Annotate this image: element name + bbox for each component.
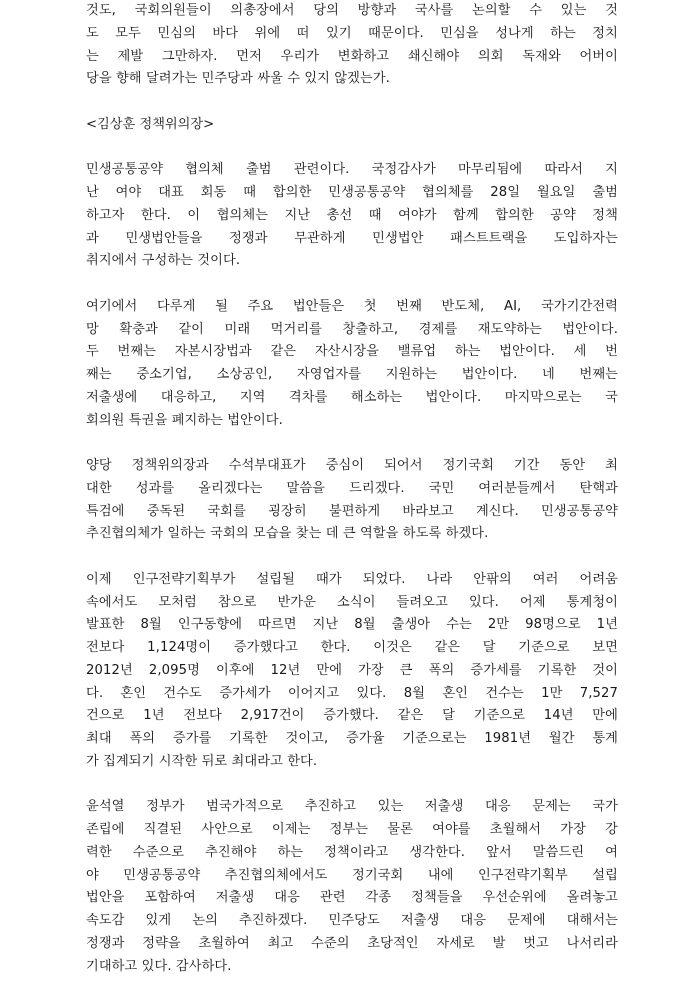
text-line: 는 제발 그만하자. 먼저 우리가 변화하고 쇄신해야 의회 독재와 어버이 (86, 48, 618, 64)
text-line: 대한 성과를 올리겠다는 말씀을 드리겠다. 국민 여러분들께서 탄핵과 (86, 480, 618, 496)
intro-paragraph (86, 0, 618, 91)
text-line: 회의원 특권을 폐지하는 법안이다. (86, 412, 283, 428)
text-line: 다. 혼인 건수도 증가세가 이어지고 있다. 8월 혼인 건수는 1만 7,527 (86, 685, 618, 701)
document-page (86, 0, 618, 1001)
text-line: 윤석열 정부가 범국가적으로 추진하고 있는 저출생 대응 문제는 국가 (86, 799, 618, 815)
text-line: 난 여야 대표 회동 때 합의한 민생공통공약 협의체를 28일 월요일 출범 (86, 185, 618, 200)
text-line: 민생공통공약 협의체 출범 관련이다. 국정감사가 마무리됨에 따라서 지 (86, 162, 618, 178)
text-line: 이제 인구전략기획부가 설립될 때가 되었다. 나라 안팎의 여러 어려움 (86, 571, 618, 587)
paragraph-3 (86, 455, 618, 546)
text-line: 속에서도 모처럼 참으로 반가운 소식이 들려오고 있다. 어제 통계청이 (86, 594, 618, 610)
paragraph-5 (86, 796, 618, 978)
speaker-heading: <김상훈 정책위의장> (86, 116, 215, 132)
text-line: 력한 수준으로 추진해야 하는 정책이라고 생각한다. 앞서 말씀드린 여 (86, 844, 618, 860)
text-line: 속도감 있게 논의 추진하겠다. 민주당도 저출생 대응 문제에 대해서는 (86, 913, 618, 928)
text-line: 전보다 1,124명이 증가했다고 한다. 이것은 같은 달 기준으로 보면 (86, 640, 618, 655)
text-line: 저출생에 대응하고, 지역 격차를 해소하는 법안이다. 마지막으로는 국 (86, 389, 618, 405)
text-line: 취지에서 구성하는 것이다. (86, 253, 241, 269)
paragraph-1 (86, 159, 618, 273)
text-line: 기대하고 있다. 감사하다. (86, 958, 232, 974)
text-line: 특검에 중독된 국회를 굉장히 불편하게 바라보고 계신다. 민생공통공약 (86, 503, 618, 519)
text-line: 것도, 국회의원들이 의총장에서 당의 방향과 국사를 논의할 수 있는 것 (86, 3, 618, 18)
text-line: 가 집계되기 시작한 뒤로 최대라고 한다. (86, 753, 318, 769)
text-line: 최대 폭의 증가를 기록한 것이고, 증가율 기준으로는 1981년 월간 통계 (86, 731, 618, 746)
paragraph-2 (86, 296, 618, 433)
text-line: 당을 향해 달려가는 민주당과 싸울 수 있지 않겠는가. (86, 71, 390, 87)
text-line: 추진협의체가 일하는 국회의 모습을 찾는 데 큰 역할을 하도록 하겠다. (86, 526, 489, 542)
text-line: 건으로 1년 전보다 2,917건이 증가했다. 같은 달 기준으로 14년 만에 (86, 708, 618, 724)
text-line: 발표한 8월 인구동향에 따르면 지난 8월 출생아 수는 2만 98명으로 1년 (86, 617, 618, 633)
paragraph-4 (86, 569, 618, 774)
text-line: 도 모두 민심의 바다 위에 떠 있기 때문이다. 민심을 성나게 하는 정치 (86, 25, 618, 41)
text-line: 두 번째는 자본시장법과 같은 자산시장을 밸류업 하는 법안이다. 세 번 (86, 344, 618, 360)
text-line: 망 확충과 같이 미래 먹거리를 창출하고, 경제를 재도약하는 법안이다. (86, 321, 618, 337)
text-line: 하고자 한다. 이 협의체는 지난 총선 때 여야가 함께 합의한 공약 정책 (86, 207, 618, 223)
text-line: 야 민생공통공약 추진협의체에서도 정기국회 내에 인구전략기획부 설립 (86, 867, 618, 883)
text-line: 정쟁과 정략을 초월하여 최고 수준의 초당적인 자세로 발 벗고 나서리라 (86, 935, 618, 951)
text-line: 여기에서 다루게 될 주요 법안들은 첫 번째 반도체, AI, 국가기간전력 (86, 298, 618, 314)
text-line: 과 민생법안들을 정쟁과 무관하게 민생법안 패스트트랙을 도입하자는 (86, 230, 618, 246)
text-line: 양당 정책위의장과 수석부대표가 중심이 되어서 정기국회 기간 동안 최 (86, 458, 618, 473)
text-line: 째는 중소기업, 소상공인, 자영업자를 지원하는 법안이다. 네 번째는 (86, 367, 618, 382)
text-line: 법안을 포함하여 저출생 대응 관련 각종 정책들을 우선순위에 올려놓고 (86, 890, 618, 906)
text-line: 존립에 직결된 사안으로 이제는 정부는 물론 여야를 초월해서 가장 강 (86, 822, 618, 837)
text-line: 2012년 2,095명 이후에 12년 만에 가장 큰 폭의 증가세를 기록한 것이 (86, 662, 618, 678)
